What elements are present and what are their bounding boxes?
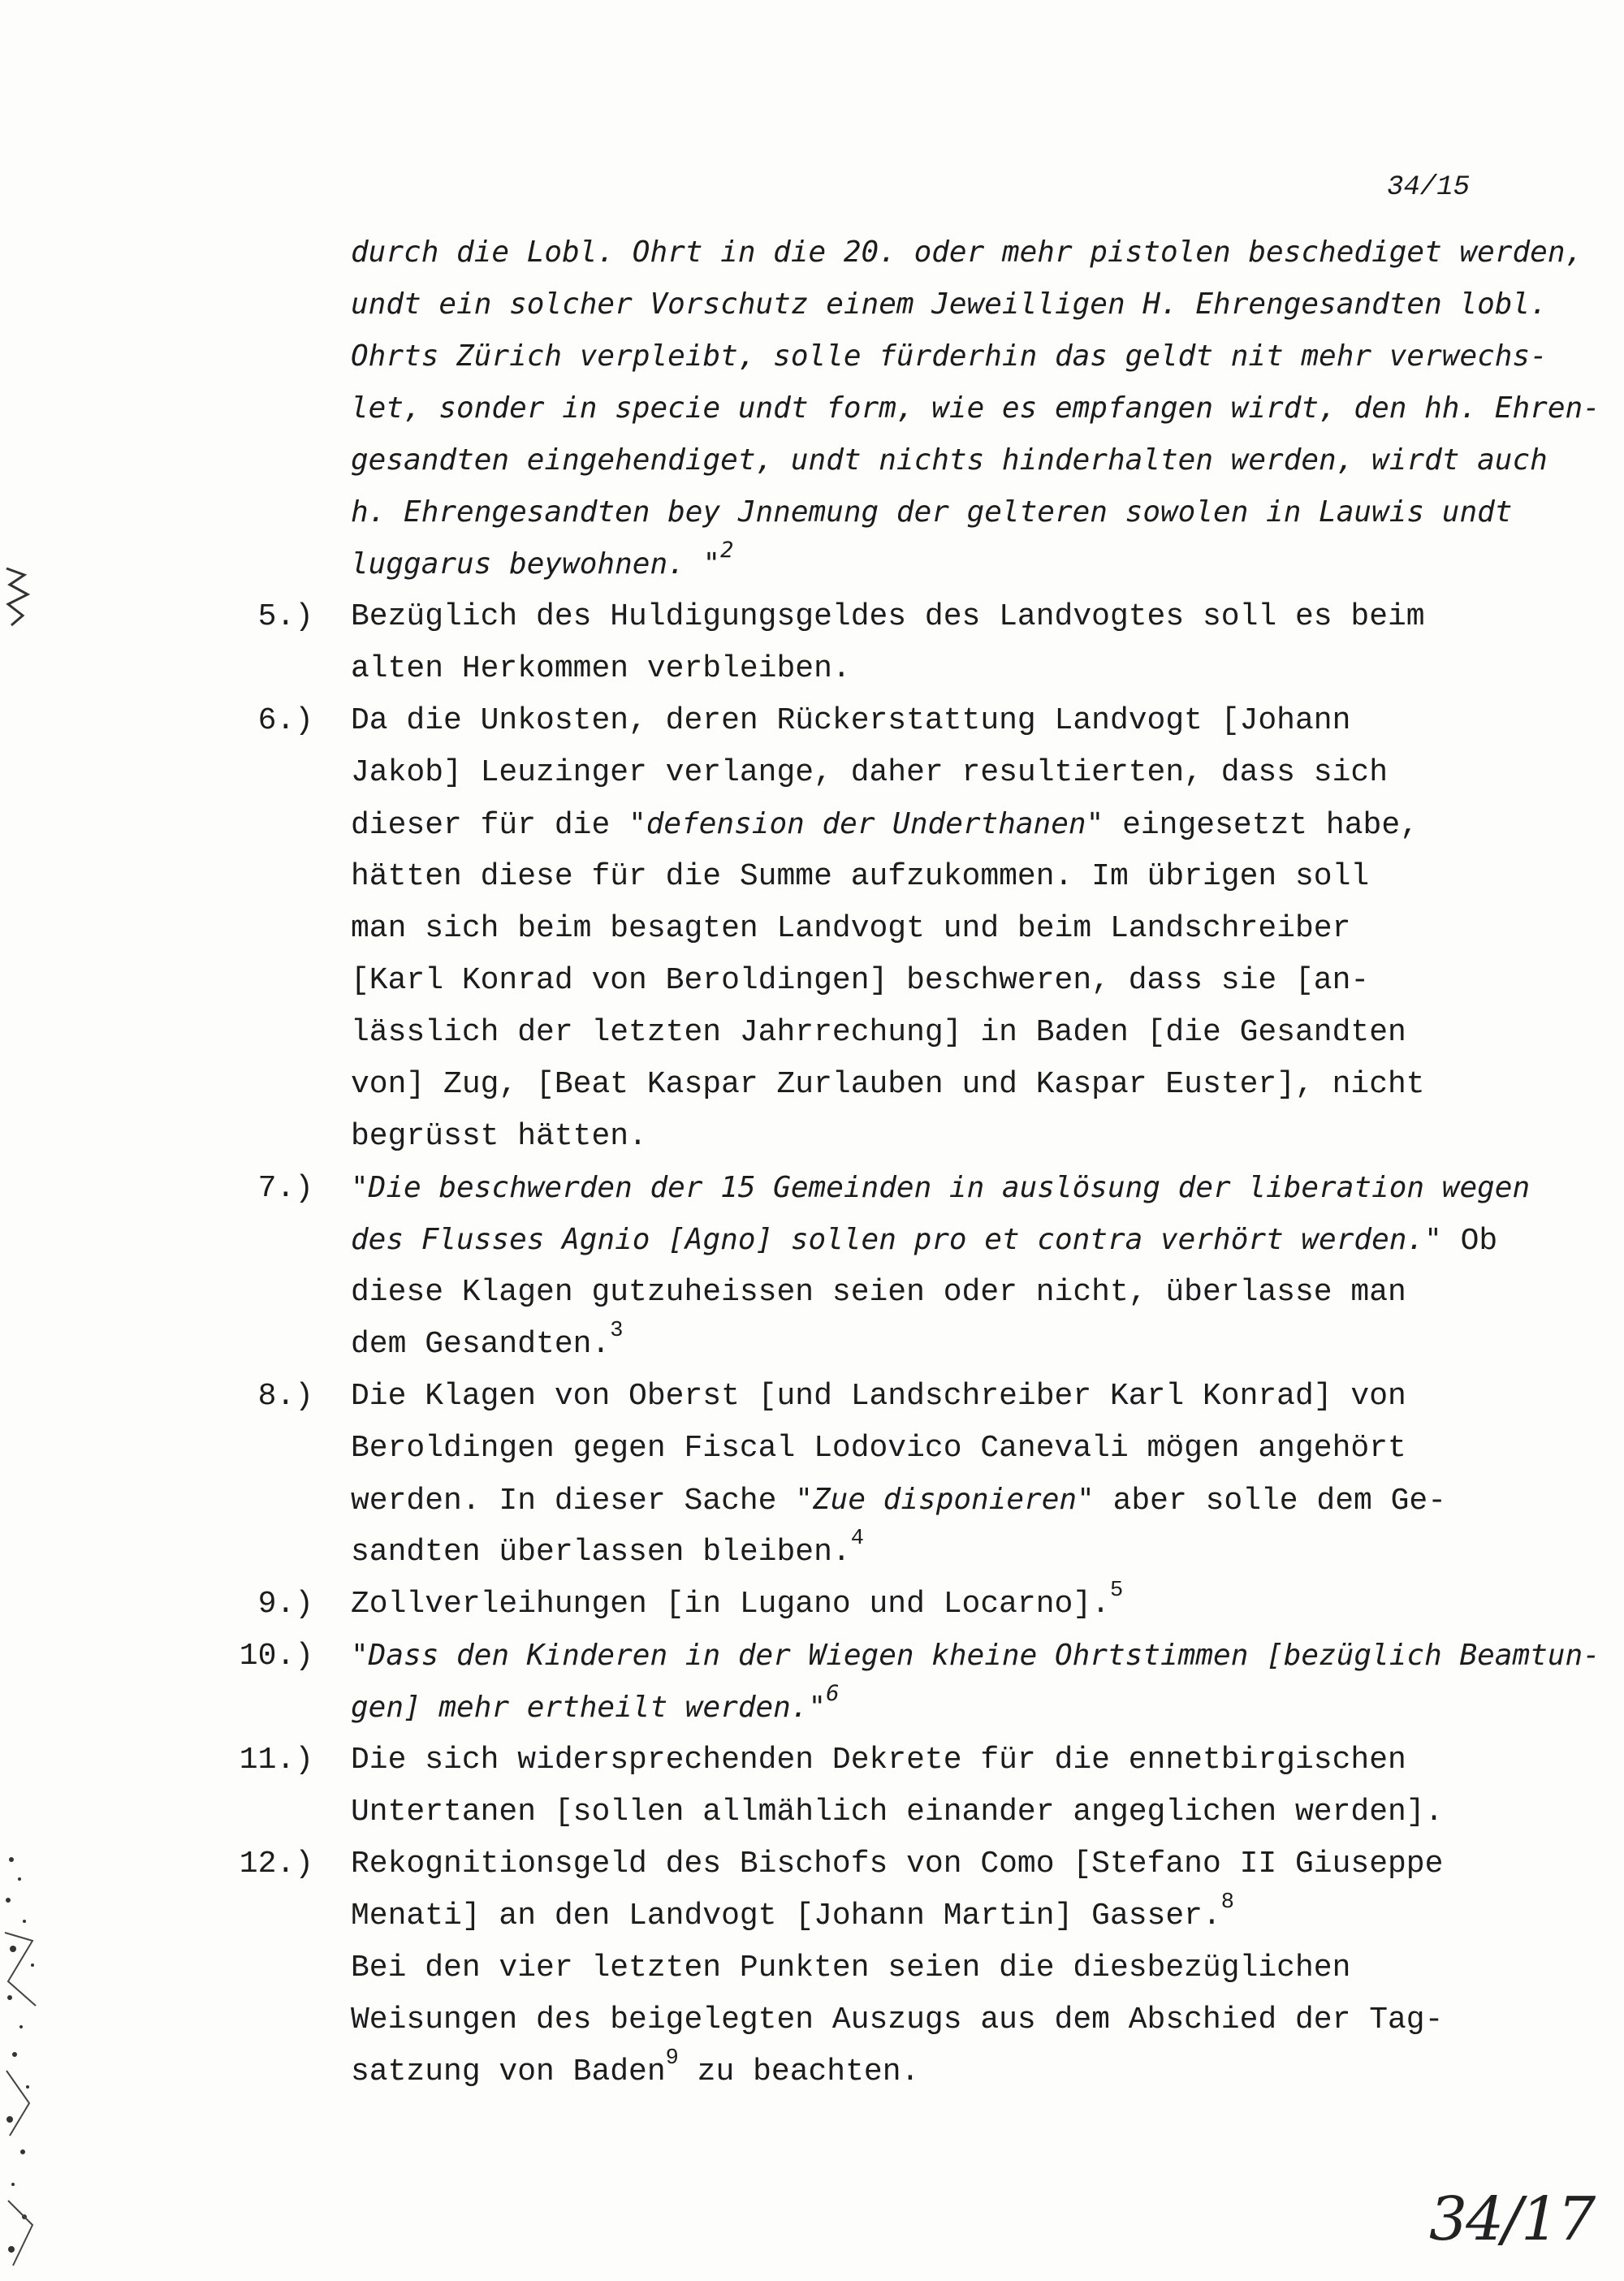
quote-line: let, sonder in specie undt form, wie es empfangen wirdt, den hh. Ehren- xyxy=(351,391,1600,425)
page-number: 34/15 xyxy=(1387,172,1471,203)
item-line: Zollverleihungen [in Lugano und Locarno].$^5$ xyxy=(351,1579,1124,1622)
item-line: des Flusses Agnio [Agno] sollen pro et contra verhört werden." Ob xyxy=(351,1223,1498,1259)
scan-margin-mark xyxy=(0,552,57,642)
quote-line: gesandten eingehendiget, undt nichts hinderhalten werden, wirdt auch xyxy=(351,443,1548,477)
item-line: Die Klagen von Oberst [und Landschreiber Karl Konrad] von xyxy=(351,1379,1406,1414)
item-line: Beroldingen gegen Fiscal Lodovico Canevali mögen angehört xyxy=(351,1431,1406,1466)
item-number: 5.) xyxy=(257,599,313,634)
item-line: Menati] an den Landvogt [Johann Martin] Gasser.$^8$ xyxy=(351,1890,1234,1933)
item-number: 11.) xyxy=(239,1743,313,1778)
quote-line: undt ein solcher Vorschutz einem Jeweilligen H. Ehrengesandten lobl. xyxy=(351,287,1548,321)
footnote-ref: 4 xyxy=(850,1527,864,1551)
scan-margin-mark xyxy=(0,1843,57,2281)
item-line: gen] mehr ertheilt werden."$^6$ xyxy=(351,1681,840,1724)
item-line: dem Gesandten.$^3$ xyxy=(351,1319,624,1362)
quote-line: luggarus beywohnen. "$^2$ xyxy=(351,538,734,581)
handwritten-page-number: 34/17 xyxy=(1429,2184,1595,2254)
item-line: "Dass den Kinderen in der Wiegen kheine Ohrtstimmen [bezüglich Beamtun- xyxy=(351,1639,1600,1672)
item-line: Jakob] Leuzinger verlange, daher resultierten, dass sich xyxy=(351,755,1389,790)
item-line: Bezüglich des Huldigungsgeldes des Landvogtes soll es beim xyxy=(351,599,1425,634)
closing-line: Weisungen des beigelegten Auszugs aus dem Abschied der Tag- xyxy=(351,2002,1444,2037)
footnote-ref: 2 xyxy=(720,538,734,563)
item-line: Rekognitionsgeld des Bischofs von Como [Stefano II Giuseppe xyxy=(351,1847,1444,1881)
item-line: alten Herkommen verbleiben. xyxy=(351,651,851,686)
item-line: sandten überlassen bleiben.$^4$ xyxy=(351,1527,864,1570)
item-number: 6.) xyxy=(257,703,313,738)
item-line: Untertanen [sollen allmählich einander angeglichen werden]. xyxy=(351,1795,1444,1830)
footnote-ref: 5 xyxy=(1109,1579,1124,1603)
item-line: werden. In dieser Sache "Zue disponieren" aber solle dem Ge- xyxy=(351,1483,1447,1519)
item-number: 8.) xyxy=(257,1379,313,1414)
item-line: dieser für die "defension der Underthanen" eingesetzt habe, xyxy=(351,807,1419,843)
item-line: lässlich der letzten Jahrrechung] in Baden [die Gesandten xyxy=(351,1015,1406,1050)
item-number: 9.) xyxy=(257,1587,313,1622)
quote-line: durch die Lobl. Ohrt in die 20. oder mehr pistolen beschediget werden, xyxy=(351,235,1583,269)
footnote-ref: 6 xyxy=(826,1681,840,1706)
footnote-ref: 3 xyxy=(610,1319,624,1343)
quote-line: Ohrts Zürich verpleibt, solle fürderhin das geldt nit mehr verwechs- xyxy=(351,339,1548,373)
item-line: "Die beschwerden der 15 Gemeinden in auslösung der liberation wegen xyxy=(351,1171,1531,1204)
item-line: hätten diese für die Summe aufzukommen. Im übrigen soll xyxy=(351,859,1370,894)
footnote-ref: 8 xyxy=(1220,1890,1234,1915)
closing-line: Bei den vier letzten Punkten seien die diesbezüglichen xyxy=(351,1951,1351,1985)
item-line: diese Klagen gutzuheissen seien oder nicht, überlasse man xyxy=(351,1275,1406,1310)
quote-line: h. Ehrengesandten bey Jnnemung der gelteren sowolen in Lauwis undt xyxy=(351,495,1513,529)
item-line: begrüsst hätten. xyxy=(351,1119,647,1154)
item-line: von] Zug, [Beat Kaspar Zurlauben und Kaspar Euster], nicht xyxy=(351,1067,1425,1102)
item-number: 7.) xyxy=(257,1171,313,1206)
item-line: [Karl Konrad von Beroldingen] beschweren, dass sie [an- xyxy=(351,963,1370,998)
footnote-ref: 9 xyxy=(665,2046,679,2071)
closing-line: satzung von Baden$^9$ zu beachten. xyxy=(351,2046,920,2089)
item-number: 10.) xyxy=(239,1639,313,1674)
item-number: 12.) xyxy=(239,1847,313,1881)
item-line: man sich beim besagten Landvogt und beim Landschreiber xyxy=(351,911,1351,946)
item-line: Die sich widersprechenden Dekrete für die ennetbirgischen xyxy=(351,1743,1406,1778)
item-line: Da die Unkosten, deren Rückerstattung Landvogt [Johann xyxy=(351,703,1351,738)
